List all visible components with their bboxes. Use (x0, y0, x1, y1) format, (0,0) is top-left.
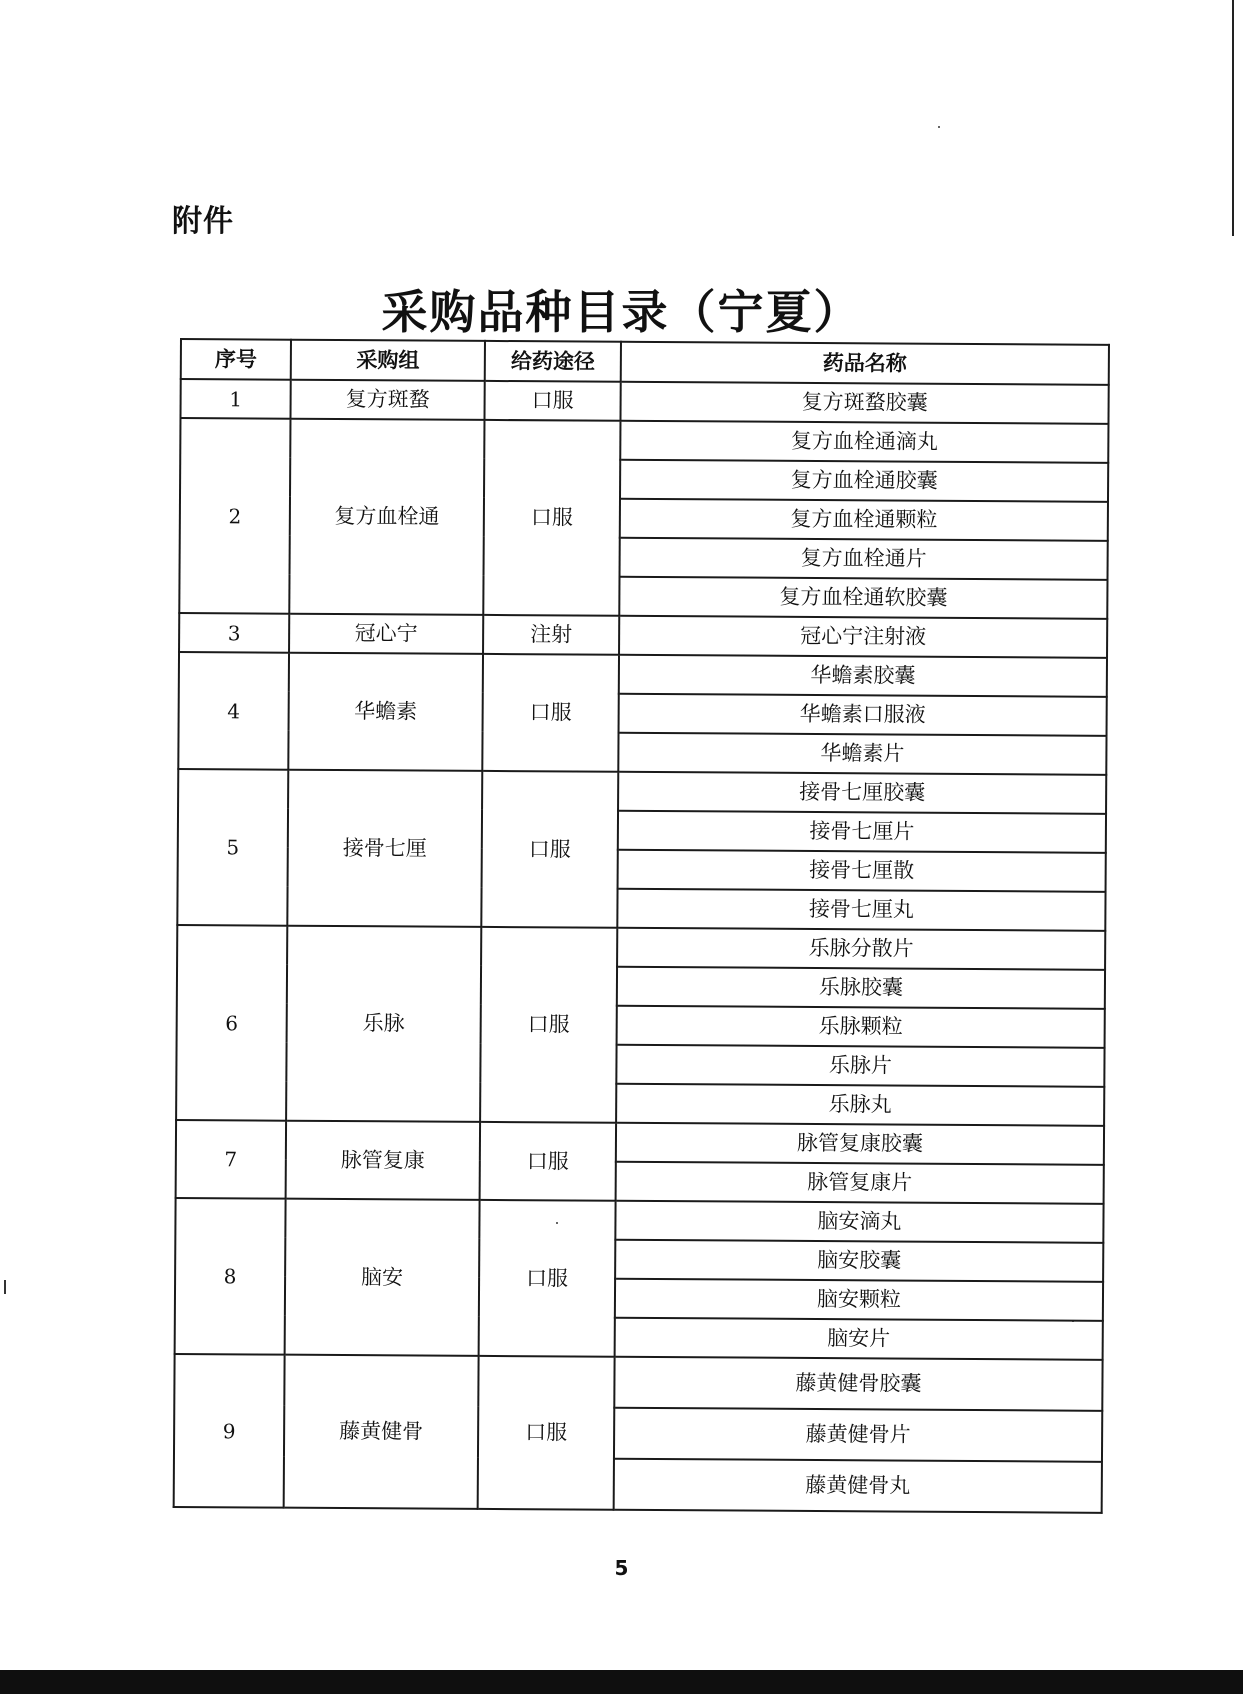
drug-name: 脑安滴丸 (615, 1201, 1103, 1243)
header-no: 序号 (181, 339, 291, 380)
admin-route: 口服 (478, 1356, 615, 1510)
drug-name: 复方血栓通滴丸 (620, 421, 1108, 463)
drug-name: 乐脉颗粒 (617, 1006, 1105, 1048)
scan-edge-line (1232, 0, 1234, 236)
purchase-group: 复方血栓通 (289, 419, 484, 615)
table-row (176, 1120, 1104, 1165)
row-number: 7 (176, 1120, 286, 1199)
drug-name: 复方血栓通片 (620, 538, 1108, 580)
header-row (181, 339, 1109, 385)
purchase-group: 乐脉 (286, 926, 481, 1122)
drug-name: 华蟾素胶囊 (619, 655, 1107, 697)
row-number: 6 (176, 925, 287, 1121)
drug-name: 藤黄健骨胶囊 (614, 1357, 1102, 1411)
drug-name: 接骨七厘片 (618, 811, 1106, 853)
header-group: 采购组 (291, 340, 485, 381)
drug-name: 藤黄健骨丸 (614, 1459, 1102, 1513)
drug-name: 华蟾素口服液 (619, 694, 1107, 736)
row-number: 1 (180, 379, 290, 419)
scan-speck (938, 126, 940, 128)
drug-name: 脑安胶囊 (615, 1240, 1103, 1282)
table-row (177, 925, 1105, 970)
catalog-table (173, 338, 1110, 1514)
purchase-group: 脉管复康 (286, 1121, 480, 1200)
admin-route: 口服 (482, 654, 619, 772)
scan-bottom-bar (0, 1670, 1243, 1694)
drug-name: 接骨七厘胶囊 (618, 772, 1106, 814)
row-number: 8 (175, 1198, 286, 1355)
purchase-group: 复方斑蝥 (290, 380, 484, 420)
drug-name: 冠心宁注射液 (619, 616, 1107, 658)
attachment-label: 附件 (172, 204, 234, 239)
admin-route: 口服 (480, 927, 617, 1123)
drug-name: 乐脉分散片 (617, 928, 1105, 970)
drug-name: 复方血栓通软胶囊 (619, 577, 1107, 619)
drug-name: 脉管复康片 (616, 1162, 1104, 1204)
scan-edge-mark (4, 1280, 6, 1294)
document-title: 采购品种目录（宁夏） (381, 285, 862, 339)
drug-name: 乐脉胶囊 (617, 967, 1105, 1009)
drug-name: 接骨七厘散 (618, 850, 1106, 892)
table-row (179, 652, 1107, 697)
drug-name: 复方斑蝥胶囊 (620, 382, 1108, 424)
table-row (179, 613, 1107, 658)
drug-name: 华蟾素片 (618, 733, 1106, 775)
table-row (175, 1198, 1103, 1243)
purchase-group: 冠心宁 (289, 614, 483, 654)
page-number: 5 (614, 1556, 629, 1580)
drug-name: 复方血栓通胶囊 (620, 460, 1108, 502)
table-header (181, 339, 1109, 385)
row-number: 5 (177, 769, 288, 926)
purchase-group: 脑安 (285, 1199, 480, 1356)
header-route: 给药途径 (485, 341, 621, 382)
drug-name: 乐脉片 (616, 1045, 1104, 1087)
purchase-group: 接骨七厘 (287, 770, 482, 927)
admin-route: 口服 (481, 771, 618, 928)
drug-name: 脉管复康胶囊 (616, 1123, 1104, 1165)
admin-route: 口服 (479, 1200, 616, 1357)
table-row (174, 1354, 1102, 1411)
row-number: 2 (179, 418, 290, 614)
header-drug-name: 药品名称 (621, 342, 1109, 385)
row-number: 9 (174, 1354, 285, 1508)
admin-route: 注射 (483, 615, 619, 655)
table-row (180, 379, 1108, 424)
admin-route: 口服 (480, 1122, 616, 1201)
admin-route: 口服 (484, 381, 620, 421)
admin-route: 口服 (483, 420, 620, 616)
table-body (174, 379, 1109, 1513)
drug-name: 脑安颗粒 (615, 1279, 1103, 1321)
table-row (178, 769, 1106, 814)
purchase-group: 藤黄健骨 (284, 1355, 479, 1509)
row-number: 4 (178, 652, 289, 770)
drug-name: 接骨七厘丸 (617, 889, 1105, 931)
row-number: 3 (179, 613, 289, 653)
drug-name: 乐脉丸 (616, 1084, 1104, 1126)
purchase-group: 华蟾素 (288, 653, 483, 771)
drug-name: 脑安片 (615, 1318, 1103, 1360)
drug-name: 复方血栓通颗粒 (620, 499, 1108, 541)
drug-name: 藤黄健骨片 (614, 1408, 1102, 1462)
table-row (180, 418, 1108, 463)
